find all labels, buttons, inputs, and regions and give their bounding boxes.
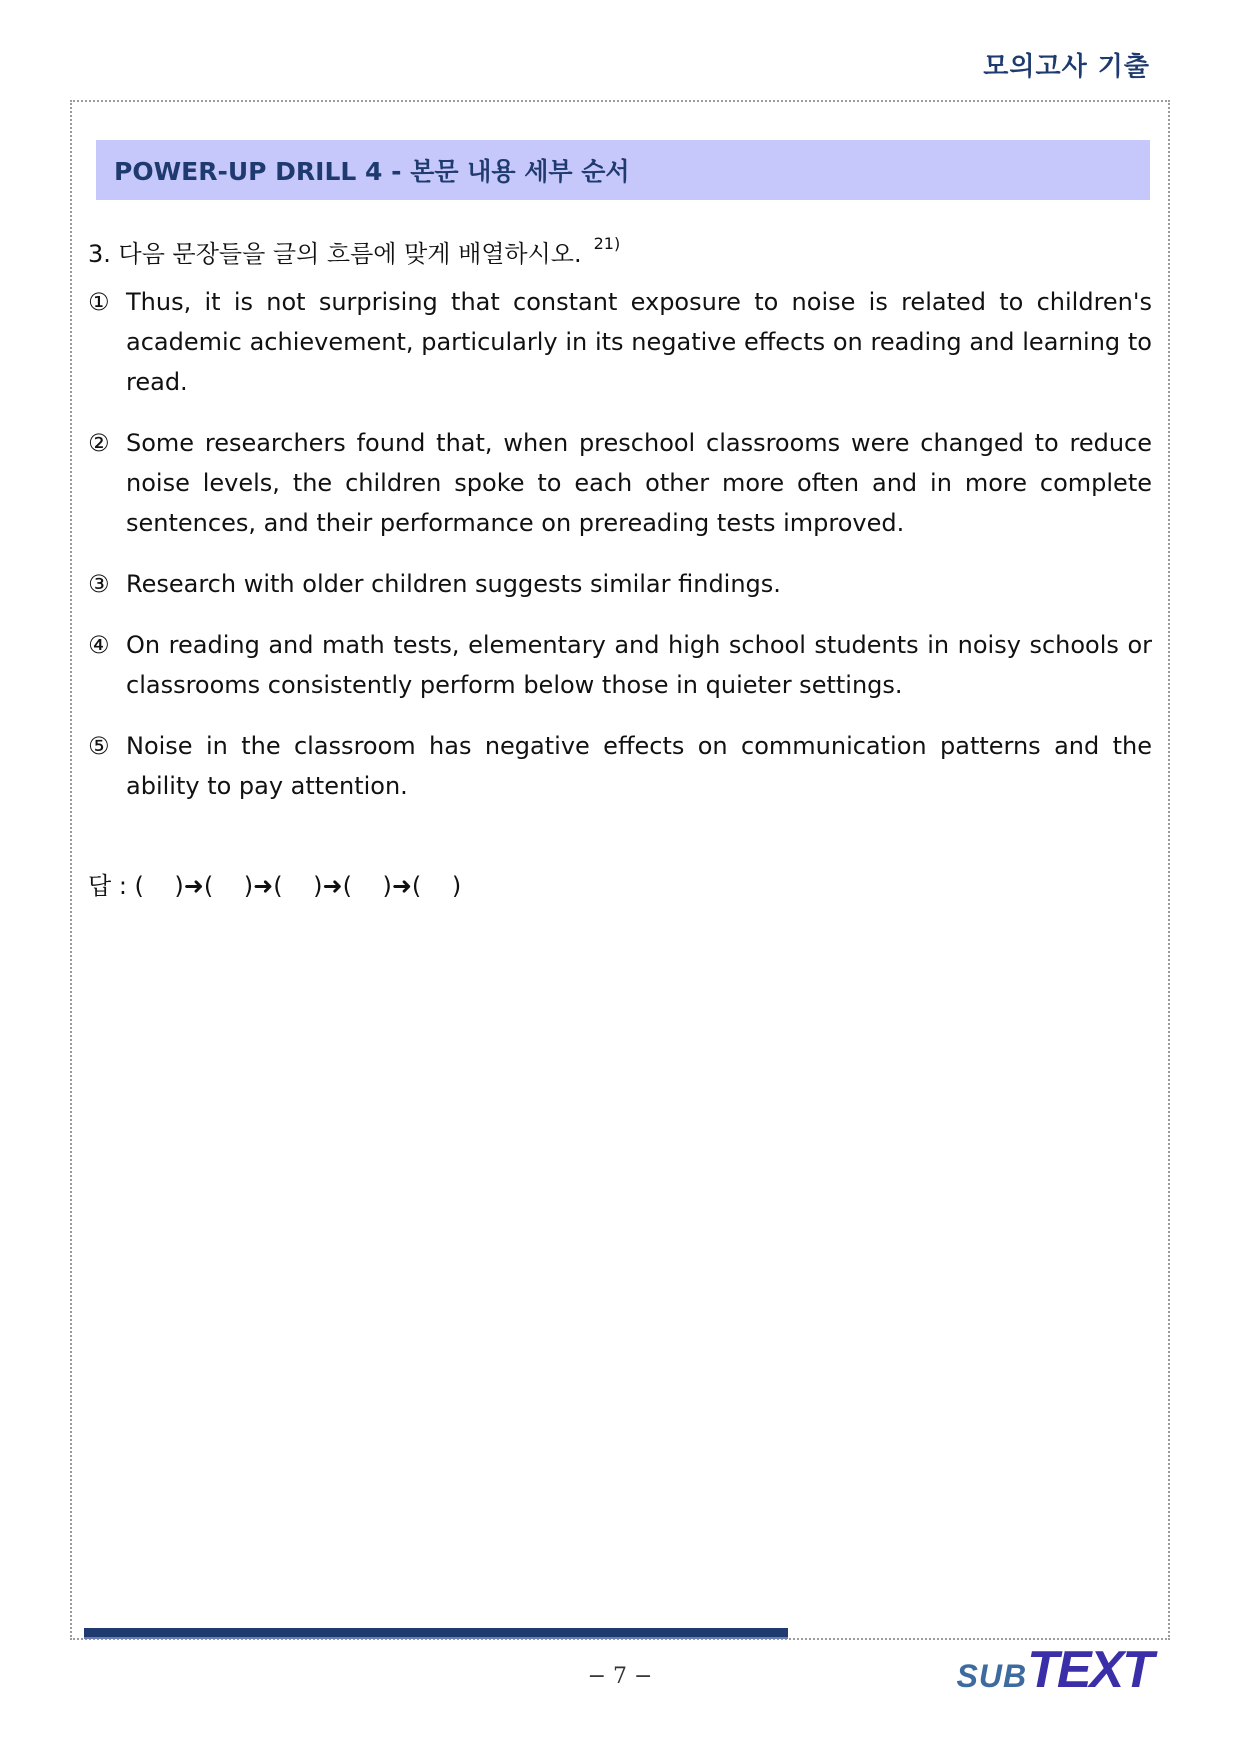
logo-text: TEXT	[1027, 1641, 1152, 1699]
list-item	[88, 282, 1152, 402]
header-title: 모의고사 기출	[983, 52, 1150, 82]
footer-bar	[84, 1628, 788, 1639]
item-number: ⑤	[88, 732, 110, 760]
question-text: 3. 다음 문장들을 글의 흐름에 맞게 배열하시오.	[88, 240, 582, 268]
item-text: Noise in the classroom has negative effects on communication patterns and the ability to pay attention.	[126, 732, 1152, 800]
drill-title: POWER-UP DRILL 4 - 본문 내용 세부 순서	[114, 157, 630, 186]
item-text: Research with older children suggests similar findings.	[126, 570, 781, 598]
page-number: − 7 −	[587, 1664, 653, 1689]
logo-sub: SUB	[956, 1658, 1028, 1694]
item-text: On reading and math tests, elementary and high school students in noisy schools or classrooms consistently perform below those in quieter settings.	[126, 631, 1152, 699]
list-item	[88, 564, 1152, 604]
list-item	[88, 726, 1152, 806]
item-number: ②	[88, 429, 110, 457]
item-text: Some researchers found that, when preschool classrooms were changed to reduce noise levels, the children spoke to each other more often and in more complete sentences, and their performance on prereading tests improved.	[126, 429, 1152, 537]
item-number: ①	[88, 288, 110, 316]
list-item	[88, 423, 1152, 543]
item-number: ③	[88, 570, 110, 598]
question-footnote: 21)	[593, 234, 621, 253]
drill-banner	[96, 140, 1150, 200]
sentence-list	[88, 282, 1152, 827]
subtext-logo	[957, 1640, 1152, 1700]
answer-line: 답 : ( )➜( )➜( )➜( )➜( )	[88, 872, 462, 900]
question	[88, 234, 620, 269]
item-number: ④	[88, 631, 110, 659]
item-text: Thus, it is not surprising that constant exposure to noise is related to children's academic achievement, particularly in its negative effects on reading and learning to read.	[126, 288, 1152, 396]
list-item	[88, 625, 1152, 705]
